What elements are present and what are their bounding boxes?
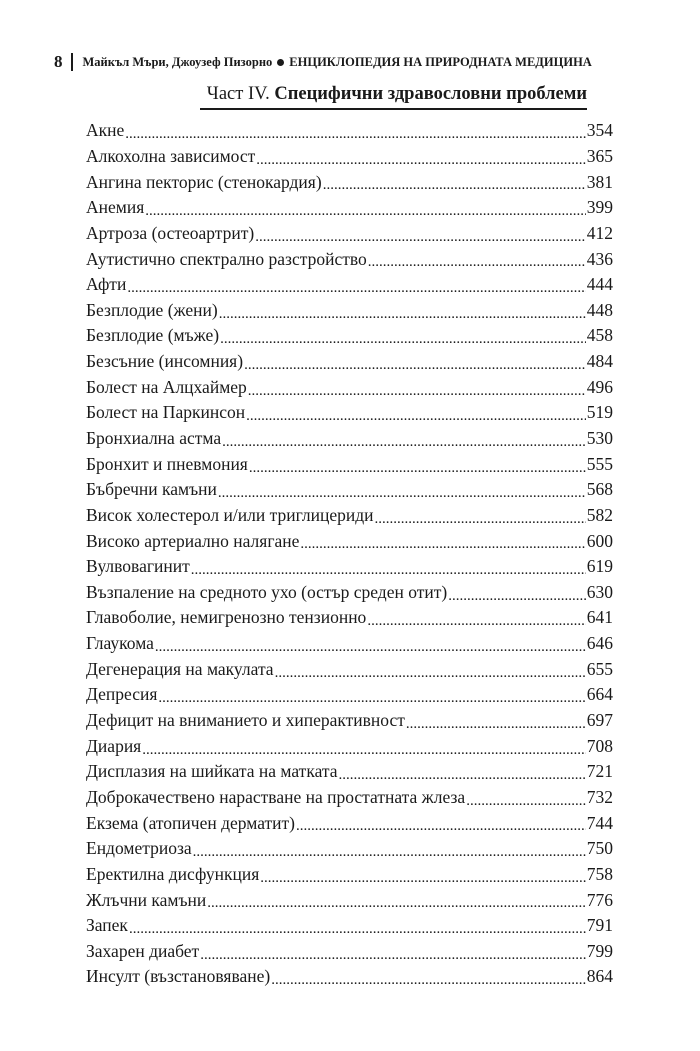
dot-leader	[368, 250, 586, 269]
toc-entry	[86, 144, 613, 170]
toc-entry-page: 750	[586, 838, 613, 859]
toc-entry	[86, 708, 613, 734]
toc-entry	[86, 733, 613, 759]
toc-entry-title: Вулвовагинит	[86, 556, 190, 577]
toc-entry-title: Дефицит на вниманието и хиперактивност	[86, 710, 405, 731]
dot-leader	[374, 507, 585, 526]
dot-leader	[255, 225, 585, 244]
toc-entry	[86, 349, 613, 375]
toc-entry-page: 619	[586, 556, 613, 577]
toc-entry-title: Болест на Алцхаймер	[86, 376, 247, 397]
dot-leader	[260, 866, 585, 885]
toc-entry-page: 655	[586, 658, 613, 679]
toc-entry-title: Възпаление на средното ухо (остър среден отит)	[86, 581, 448, 602]
dot-leader	[248, 379, 586, 398]
toc-entry-title: Жлъчни камъни	[86, 889, 207, 910]
toc-entry-page: 436	[586, 248, 613, 269]
dot-leader	[142, 738, 586, 757]
dot-leader	[300, 532, 585, 551]
dot-leader	[127, 276, 585, 295]
toc-entry	[86, 374, 613, 400]
toc-entry-title: Бронхиална астма	[86, 428, 222, 448]
dot-leader	[246, 404, 586, 423]
dot-leader	[200, 943, 586, 962]
toc-entry	[86, 554, 613, 580]
toc-entry-page: 744	[586, 812, 613, 833]
dot-leader	[155, 635, 586, 654]
toc-entry	[86, 785, 613, 811]
dot-leader	[218, 481, 586, 500]
toc-entry	[86, 836, 613, 862]
toc-entry-page: 530	[586, 428, 613, 448]
toc-entry-title: Захарен диабет	[86, 940, 200, 961]
toc-entry-page: 484	[586, 351, 613, 372]
toc-entry	[86, 400, 613, 426]
dot-leader	[158, 686, 585, 705]
toc-entry-page: 381	[586, 171, 613, 192]
toc-entry-page: 365	[586, 145, 613, 166]
dot-leader	[244, 353, 586, 372]
toc-entry	[86, 580, 613, 606]
dot-leader	[448, 584, 586, 603]
header-book-title: ЕНЦИКЛОПЕДИЯ НА ПРИРОДНАТА МЕДИЦИНА	[289, 54, 592, 69]
toc-entry	[86, 451, 613, 477]
toc-entry	[86, 272, 613, 298]
toc-entry-page: 519	[586, 402, 613, 423]
toc-entry-title: Високо артериално налягане	[86, 530, 300, 551]
toc-entry-page: 600	[586, 530, 613, 551]
toc-entry	[86, 682, 613, 708]
section-heading	[200, 84, 587, 110]
toc-entry-page: 568	[586, 479, 613, 500]
toc-entry	[86, 246, 613, 272]
toc-entry-page: 630	[586, 581, 613, 602]
toc-entry-title: Екзема (атопичен дерматит)	[86, 812, 296, 833]
toc-entry	[86, 426, 613, 452]
toc-entry	[86, 503, 613, 529]
toc-entry-title: Бронхит и пневмония	[86, 453, 248, 474]
toc-entry-title: Безплодие (жени)	[86, 299, 218, 320]
toc-entry-title: Акне	[86, 120, 125, 141]
header-authors: Майкъл Мъри, Джоузеф Пизорно	[82, 54, 273, 69]
toc-entry-page: 458	[586, 325, 613, 346]
dot-leader	[406, 712, 586, 731]
dot-leader	[296, 814, 586, 833]
toc-entry	[86, 913, 613, 939]
toc-entry-title: Дисплазия на шийката на матката	[86, 761, 338, 782]
toc-entry-page: 664	[586, 684, 613, 705]
toc-entry-title: Доброкачествено нарастване на простатната жлеза	[86, 786, 466, 807]
toc-entry-page: 646	[586, 633, 613, 654]
toc-entry-title: Афти	[86, 274, 127, 295]
toc-entry	[86, 631, 613, 657]
dot-leader	[271, 968, 586, 987]
dot-leader	[367, 609, 585, 628]
toc-entry-page: 697	[586, 710, 613, 731]
toc-entry	[86, 323, 613, 349]
dot-leader	[466, 789, 586, 808]
toc-entry	[86, 195, 613, 221]
bullet-icon	[277, 59, 284, 66]
toc-entry-page: 721	[586, 761, 613, 782]
toc-entry-title: Висок холестерол и/или триглицериди	[86, 504, 374, 525]
toc-entry-page: 555	[586, 453, 613, 474]
toc-entry-title: Инсулт (възстановяване)	[86, 966, 271, 987]
toc-entry-page: 758	[586, 863, 613, 884]
toc-entry-title: Алкохолна зависимост	[86, 145, 256, 166]
toc-entry-title: Запек	[86, 915, 128, 936]
toc-entry	[86, 221, 613, 247]
header-divider	[71, 53, 73, 71]
toc-entry-title: Артроза (остеоартрит)	[86, 222, 255, 243]
toc-entry	[86, 605, 613, 631]
toc-entry-page: 412	[586, 222, 613, 243]
dot-leader	[193, 840, 586, 859]
toc-entry-title: Безплодие (мъже)	[86, 325, 220, 346]
dot-leader	[125, 122, 585, 141]
section-part-label: Част IV.	[206, 84, 270, 104]
dot-leader	[249, 456, 586, 475]
toc-entry-page: 708	[586, 735, 613, 756]
toc-entry	[86, 939, 613, 965]
dot-leader	[129, 917, 586, 936]
dot-leader	[191, 558, 586, 577]
toc-entry	[86, 862, 613, 888]
toc-entry-page: 448	[586, 299, 613, 320]
toc-entry-title: Безсъние (инсомния)	[86, 351, 244, 372]
section-title: Специфични здравословни проблеми	[274, 84, 587, 104]
dot-leader	[339, 763, 586, 782]
toc-entry-page: 799	[586, 940, 613, 961]
toc-entry	[86, 477, 613, 503]
running-header	[54, 50, 614, 74]
toc-entry-page: 776	[586, 889, 613, 910]
page-number: 8	[54, 52, 63, 71]
toc-entry	[86, 297, 613, 323]
toc-entry-title: Бъбречни камъни	[86, 479, 217, 500]
dot-leader	[219, 302, 586, 321]
table-of-contents	[86, 118, 613, 990]
dot-leader	[256, 148, 585, 167]
dot-leader	[222, 430, 586, 449]
toc-entry	[86, 810, 613, 836]
dot-leader	[220, 327, 586, 346]
toc-entry-page: 582	[586, 504, 613, 525]
toc-entry-page: 399	[586, 197, 613, 218]
toc-entry-page: 641	[586, 607, 613, 628]
toc-entry	[86, 759, 613, 785]
toc-entry-title: Еректилна дисфункция	[86, 863, 260, 884]
toc-entry-title: Болест на Паркинсон	[86, 402, 246, 423]
toc-entry-page: 732	[586, 786, 613, 807]
toc-entry	[86, 964, 613, 990]
toc-entry-title: Ангина пекторис (стенокардия)	[86, 171, 322, 192]
toc-entry-page: 791	[586, 915, 613, 936]
toc-entry-page: 864	[586, 966, 613, 987]
toc-entry-title: Дегенерация на макулата	[86, 658, 274, 679]
toc-entry	[86, 887, 613, 913]
toc-entry	[86, 528, 613, 554]
toc-entry-title: Главоболие, немигренозно тензионно	[86, 607, 367, 628]
dot-leader	[323, 173, 586, 192]
toc-entry	[86, 169, 613, 195]
toc-entry	[86, 656, 613, 682]
dot-leader	[275, 661, 586, 680]
toc-entry	[86, 118, 613, 144]
toc-entry-title: Ендометриоза	[86, 838, 192, 859]
toc-entry-title: Диария	[86, 735, 142, 756]
toc-entry-title: Аутистично спектрално разстройство	[86, 248, 367, 269]
toc-entry-page: 496	[586, 376, 613, 397]
dot-leader	[207, 891, 586, 910]
toc-entry-title: Глаукома	[86, 633, 154, 654]
toc-entry-title: Анемия	[86, 197, 145, 218]
toc-entry-page: 444	[586, 274, 613, 295]
toc-entry-title: Депресия	[86, 684, 158, 705]
toc-entry-page: 354	[586, 120, 613, 141]
dot-leader	[145, 199, 585, 218]
